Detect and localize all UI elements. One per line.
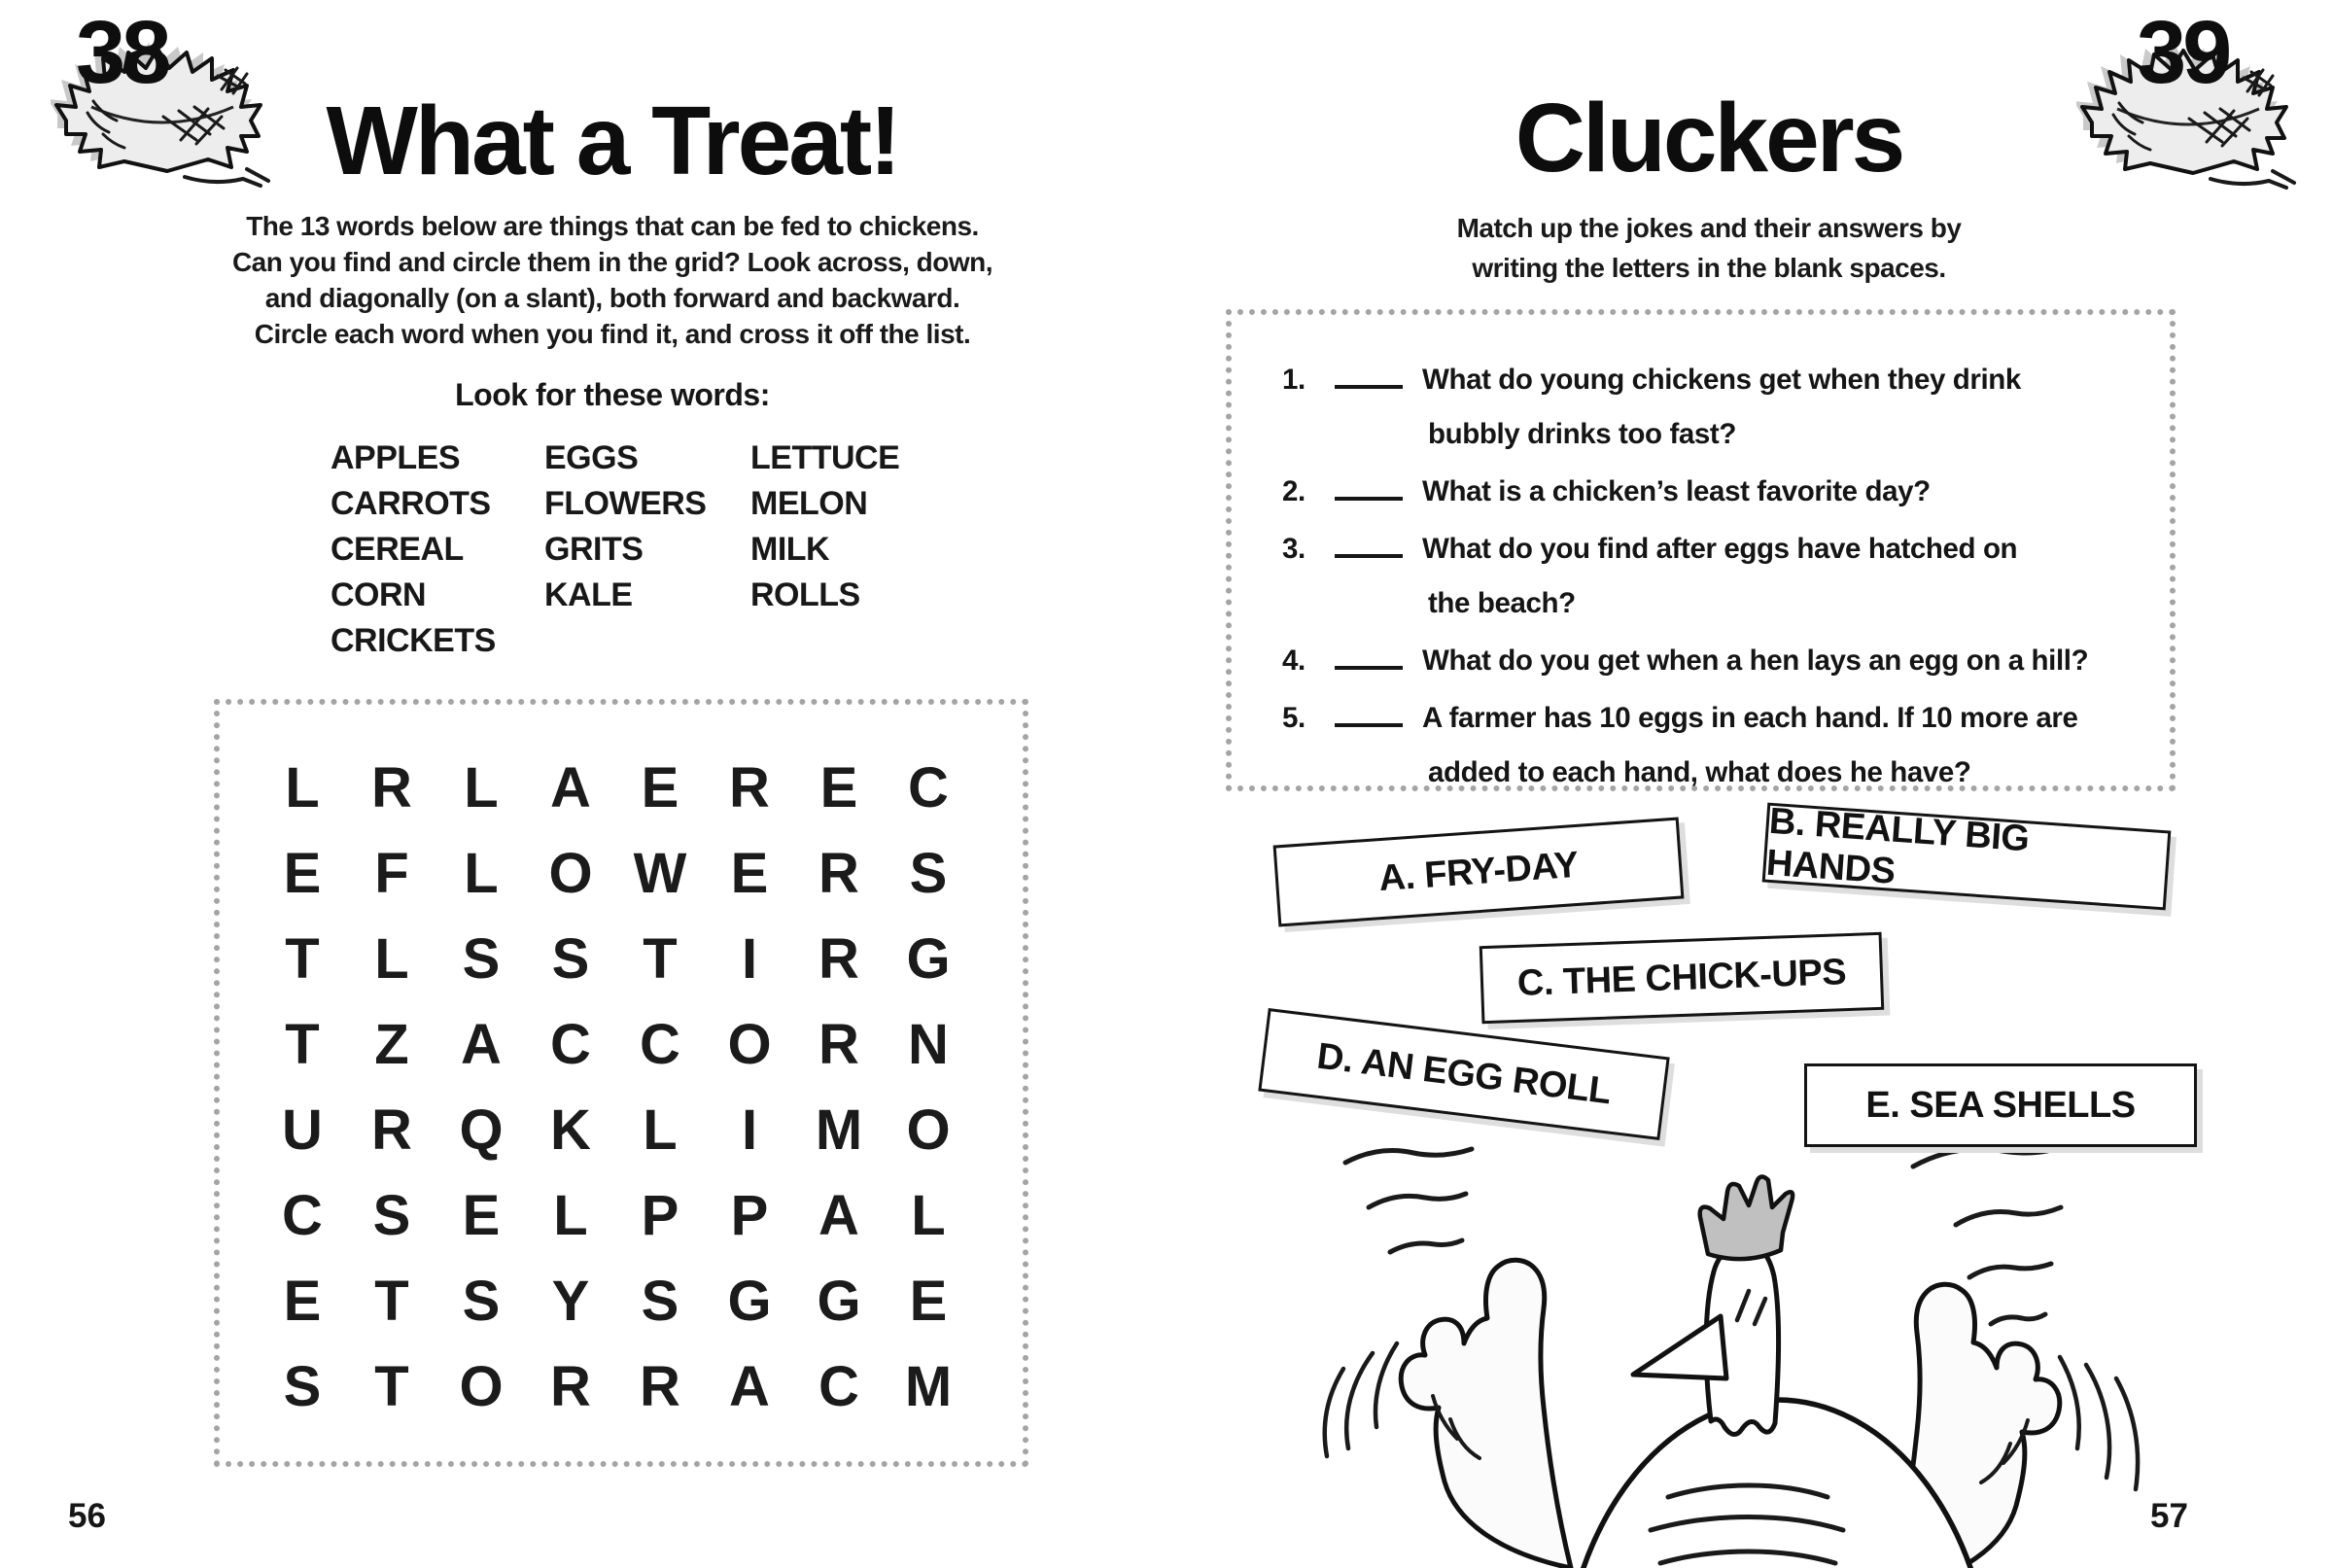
instruction-line: and diagonally (on a slant), both forward and backward. (264, 283, 960, 313)
grid-cell: T (374, 1354, 409, 1418)
grid-cell: S (909, 841, 948, 905)
grid-cell: E (819, 755, 858, 819)
joke-item (1282, 519, 2138, 631)
grid-cell: L (911, 1183, 946, 1247)
grid-cell: U (282, 1098, 323, 1162)
grid-cell: A (818, 1183, 859, 1247)
grid-cell: G (727, 1269, 772, 1333)
grid-cell: L (464, 755, 499, 819)
grid-cell: Z (374, 1012, 409, 1076)
grid-cell: E (909, 1269, 948, 1333)
word-list-item: ROLLS (750, 576, 860, 613)
grid-cell: R (818, 841, 859, 905)
grid-cell: E (462, 1183, 501, 1247)
joke-item (1282, 462, 2138, 519)
left-page-instructions (126, 208, 1098, 352)
page-badge-left: 38 (76, 3, 168, 102)
jokes-list (1282, 350, 2138, 800)
word-list-item: MILK (750, 531, 830, 568)
answer-label-c: C. THE CHICK-UPS (1516, 951, 1847, 1004)
answer-blank (1335, 350, 1403, 389)
joke-number: 2. (1282, 475, 1306, 507)
grid-cell: A (550, 755, 591, 819)
grid-cell: S (551, 926, 590, 991)
word-list-item: KALE (544, 576, 633, 613)
grid-cell: G (817, 1269, 861, 1333)
right-page-title: Cluckers (1515, 84, 1903, 192)
word-list-item: CRICKETS (331, 622, 496, 659)
right-page-instructions (1223, 208, 2195, 288)
grid-cell: T (285, 926, 320, 991)
grid-row (258, 1001, 973, 1087)
grid-cell: C (908, 755, 949, 819)
grid-cell: R (371, 755, 412, 819)
left-page-title: What a Treat! (326, 87, 899, 195)
word-list-item: LETTUCE (750, 439, 900, 476)
word-list-item: CARROTS (331, 485, 491, 522)
grid-cell: S (641, 1269, 679, 1333)
grid-row (258, 1343, 973, 1429)
joke-item (1282, 350, 2138, 462)
grid-cell: N (908, 1012, 949, 1076)
joke-number: 3. (1282, 533, 1306, 565)
word-column (750, 436, 955, 664)
joke-text: added to each hand, what does he have? (1428, 756, 1971, 788)
grid-cell: O (548, 841, 593, 905)
chicken-illustration (1303, 1118, 2158, 1568)
grid-cell: L (643, 1098, 678, 1162)
grid-cell: T (374, 1269, 409, 1333)
grid-cell: M (815, 1098, 863, 1162)
word-list-item: FLOWERS (544, 485, 707, 522)
joke-text: the beach? (1428, 587, 1576, 619)
joke-text: What is a chicken’s least favorite day? (1422, 475, 1931, 507)
instruction-line: writing the letters in the blank spaces. (1472, 253, 1946, 283)
grid-cell: F (374, 841, 409, 905)
grid-cell: A (461, 1012, 502, 1076)
grid-cell: R (550, 1354, 591, 1418)
word-list-item: GRITS (544, 531, 644, 568)
word-list-item: MELON (750, 485, 868, 522)
answer-tile-e (1804, 1063, 2197, 1147)
grid-cell: R (640, 1354, 680, 1418)
answer-tile-a (1273, 818, 1685, 927)
grid-cell: P (641, 1183, 679, 1247)
beak (1633, 1316, 1726, 1378)
grid-cell: L (285, 755, 320, 819)
grid-cell: T (643, 926, 678, 991)
grid-cell: E (283, 1269, 322, 1333)
joke-text: What do you find after eggs have hatched on (1422, 533, 2018, 565)
grid-cell: C (282, 1183, 323, 1247)
word-list-item: APPLES (331, 439, 461, 476)
instruction-line: The 13 words below are things that can be fed to chickens. (246, 211, 979, 241)
word-search-grid (258, 745, 973, 1429)
joke-number: 1. (1282, 364, 1306, 396)
page-number-right: 57 (2150, 1497, 2188, 1535)
grid-cell: L (374, 926, 409, 991)
joke-text: What do you get when a hen lays an egg on a hill? (1422, 645, 2089, 677)
comb (1700, 1176, 1793, 1259)
answer-blank (1335, 519, 1403, 558)
grid-cell: Q (459, 1098, 504, 1162)
answer-blank (1335, 631, 1403, 670)
answer-blank (1335, 688, 1403, 727)
grid-cell: L (553, 1183, 588, 1247)
grid-row (258, 1258, 973, 1343)
grid-cell: S (462, 926, 501, 991)
answer-tile-b (1762, 800, 2172, 911)
grid-cell: E (641, 755, 679, 819)
answer-blank (1335, 462, 1403, 501)
grid-cell: S (372, 1183, 411, 1247)
grid-cell: C (818, 1354, 859, 1418)
grid-cell: W (633, 841, 687, 905)
grid-cell: I (741, 1098, 758, 1162)
grid-row (258, 745, 973, 830)
grid-cell: I (741, 926, 758, 991)
joke-text: A farmer has 10 eggs in each hand. If 10 more are (1422, 702, 2078, 734)
grid-cell: R (729, 755, 770, 819)
instruction-line: Circle each word when you find it, and cross it off the list. (254, 319, 971, 349)
page-badge-right: 39 (2137, 3, 2229, 102)
grid-cell: O (459, 1354, 504, 1418)
grid-cell: K (550, 1098, 591, 1162)
grid-cell: S (462, 1269, 501, 1333)
grid-cell: L (464, 841, 499, 905)
joke-item (1282, 688, 2138, 800)
look-for-label: Look for these words: (455, 377, 770, 412)
grid-cell: Y (551, 1269, 590, 1333)
joke-item (1282, 631, 2138, 688)
joke-text: What do young chickens get when they drink (1422, 364, 2021, 396)
grid-cell: T (285, 1012, 320, 1076)
answer-label-e: E. SEA SHELLS (1865, 1084, 2136, 1126)
grid-cell: O (906, 1098, 951, 1162)
grid-row (258, 916, 973, 1001)
grid-cell: C (640, 1012, 680, 1076)
grid-cell: O (727, 1012, 772, 1076)
word-column (544, 436, 750, 664)
grid-cell: A (729, 1354, 770, 1418)
grid-cell: C (550, 1012, 591, 1076)
grid-cell: E (730, 841, 769, 905)
word-column (331, 436, 544, 664)
instruction-line: Match up the jokes and their answers by (1456, 213, 1962, 243)
grid-cell: R (818, 1012, 859, 1076)
joke-number: 4. (1282, 645, 1306, 677)
word-list-item: EGGS (544, 439, 639, 476)
word-list-item: CEREAL (331, 531, 464, 568)
answer-label-a: A. FRY-DAY (1377, 844, 1580, 899)
grid-cell: E (283, 841, 322, 905)
grid-cell: P (730, 1183, 769, 1247)
word-list-item: CORN (331, 576, 427, 613)
instruction-line: Can you find and circle them in the grid? Look across, down, (231, 247, 993, 277)
answer-label-b: B. REALLY BIG HANDS (1764, 800, 2031, 892)
grid-row (258, 830, 973, 916)
answer-tile-c (1480, 932, 1885, 1024)
grid-cell: R (818, 926, 859, 991)
grid-row (258, 1172, 973, 1258)
grid-cell: M (904, 1354, 953, 1418)
grid-cell: S (283, 1354, 322, 1418)
answer-label-d: D. AN EGG ROLL (1314, 1035, 1614, 1112)
word-list (331, 436, 955, 664)
joke-text: bubbly drinks too fast? (1428, 418, 1736, 450)
page-number-left: 56 (68, 1497, 106, 1535)
grid-cell: G (906, 926, 951, 991)
joke-number: 5. (1282, 702, 1306, 734)
grid-cell: R (371, 1098, 412, 1162)
grid-row (258, 1087, 973, 1172)
